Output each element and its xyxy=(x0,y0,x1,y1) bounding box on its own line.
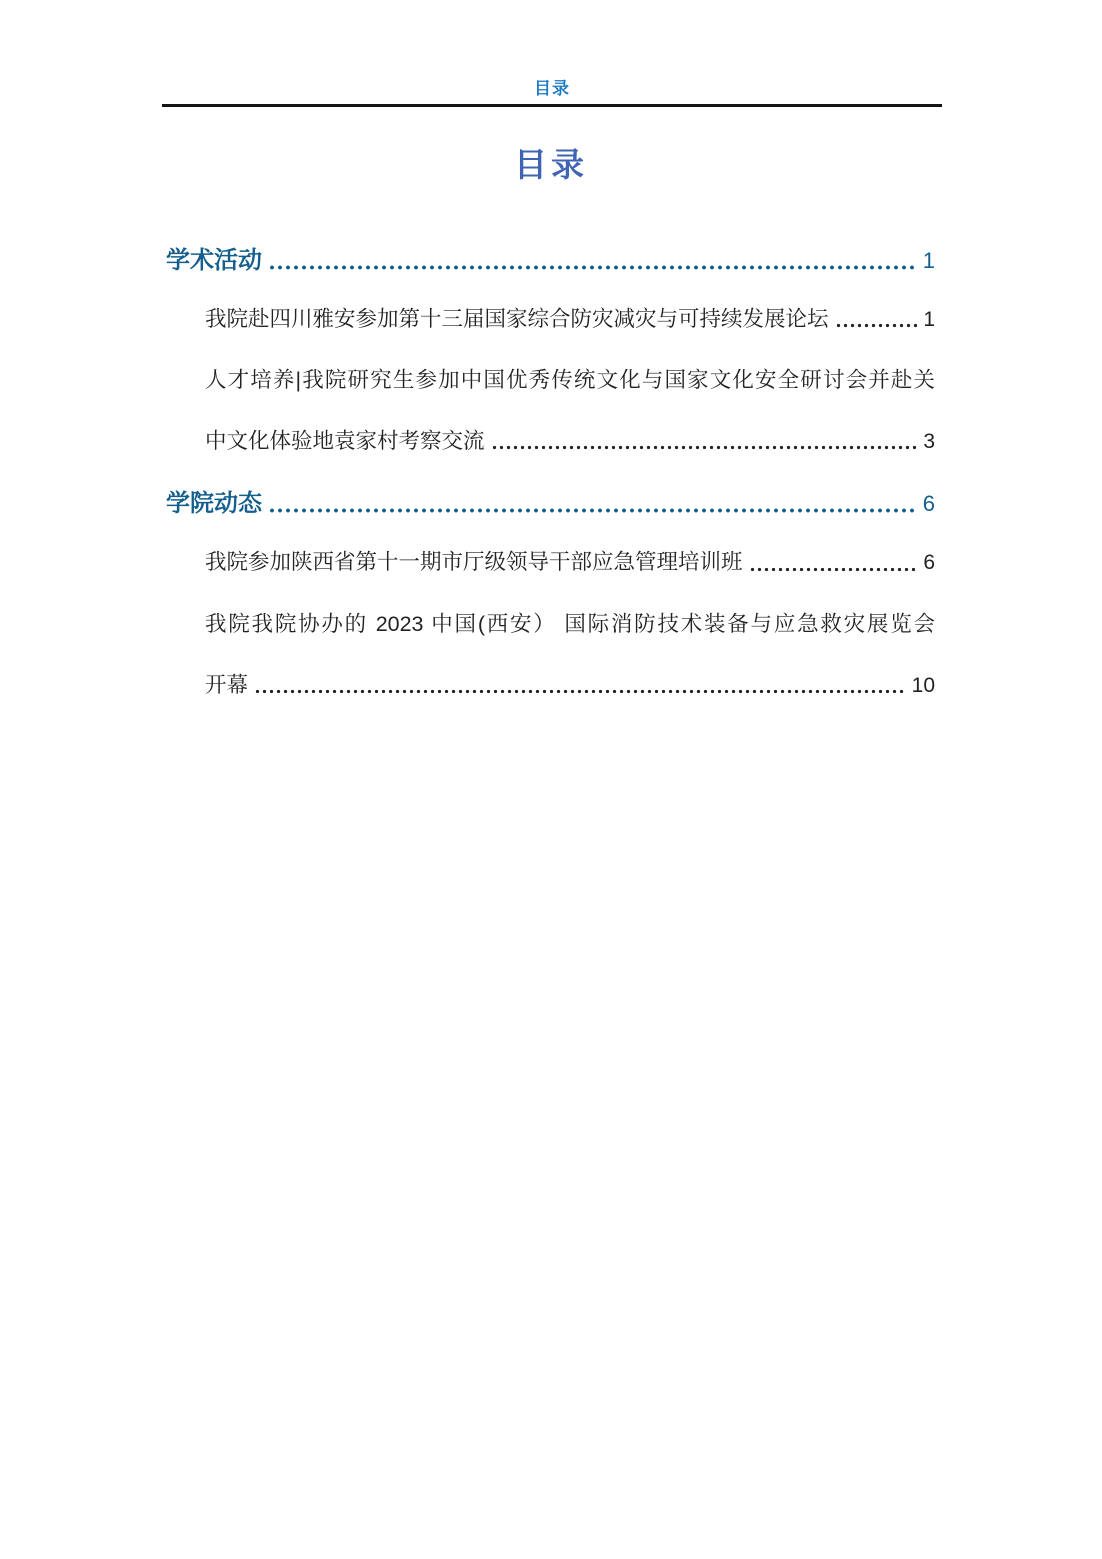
page-number: 1 xyxy=(923,308,935,331)
toc-entry[interactable] xyxy=(205,672,935,699)
toc-entry-text: 我院赴四川雅安参加第十三届国家综合防灾减灾与可持续发展论坛 xyxy=(205,307,829,331)
toc-entry-text: 我院参加陕西省第十一期市厅级领导干部应急管理培训班 xyxy=(205,550,743,575)
toc-entry[interactable] xyxy=(205,428,935,455)
page-number: 10 xyxy=(911,673,935,697)
toc-entry-line[interactable] xyxy=(205,611,935,638)
toc-entry-text: 开幕 xyxy=(205,672,249,697)
page-number: 6 xyxy=(922,491,935,517)
running-header-text: 目录 xyxy=(534,79,570,98)
dot-leader xyxy=(268,508,918,513)
dot-leader xyxy=(491,445,919,450)
toc-entry[interactable] xyxy=(205,306,935,333)
dot-leader xyxy=(749,567,919,572)
page-number: 1 xyxy=(922,248,935,273)
toc-section xyxy=(166,246,935,455)
page-number: 6 xyxy=(923,551,935,575)
running-header xyxy=(162,74,942,107)
toc xyxy=(166,246,935,699)
page-title: 目录 xyxy=(514,146,588,183)
toc-entry-line[interactable] xyxy=(205,367,935,394)
toc-entry-text: 我院我院协办的 2023 中国(西安） 国际消防技术装备与应急救灾展览会 xyxy=(205,611,935,636)
toc-entry[interactable] xyxy=(205,549,935,576)
toc-section xyxy=(166,489,935,698)
toc-section-title: 学术活动 xyxy=(166,247,262,274)
dot-leader xyxy=(835,323,919,328)
toc-section-heading[interactable] xyxy=(166,246,935,276)
toc-entry-text: 中文化体验地袁家村考察交流 xyxy=(205,429,485,454)
dot-leader xyxy=(268,265,918,270)
page-number: 3 xyxy=(923,430,935,454)
dot-leader xyxy=(254,689,907,694)
toc-entry-text: 人才培养|我院研究生参加中国优秀传统文化与国家文化安全研讨会并赴关 xyxy=(205,368,935,393)
toc-section-title: 学院动态 xyxy=(166,490,262,518)
toc-section-heading[interactable] xyxy=(166,489,935,519)
